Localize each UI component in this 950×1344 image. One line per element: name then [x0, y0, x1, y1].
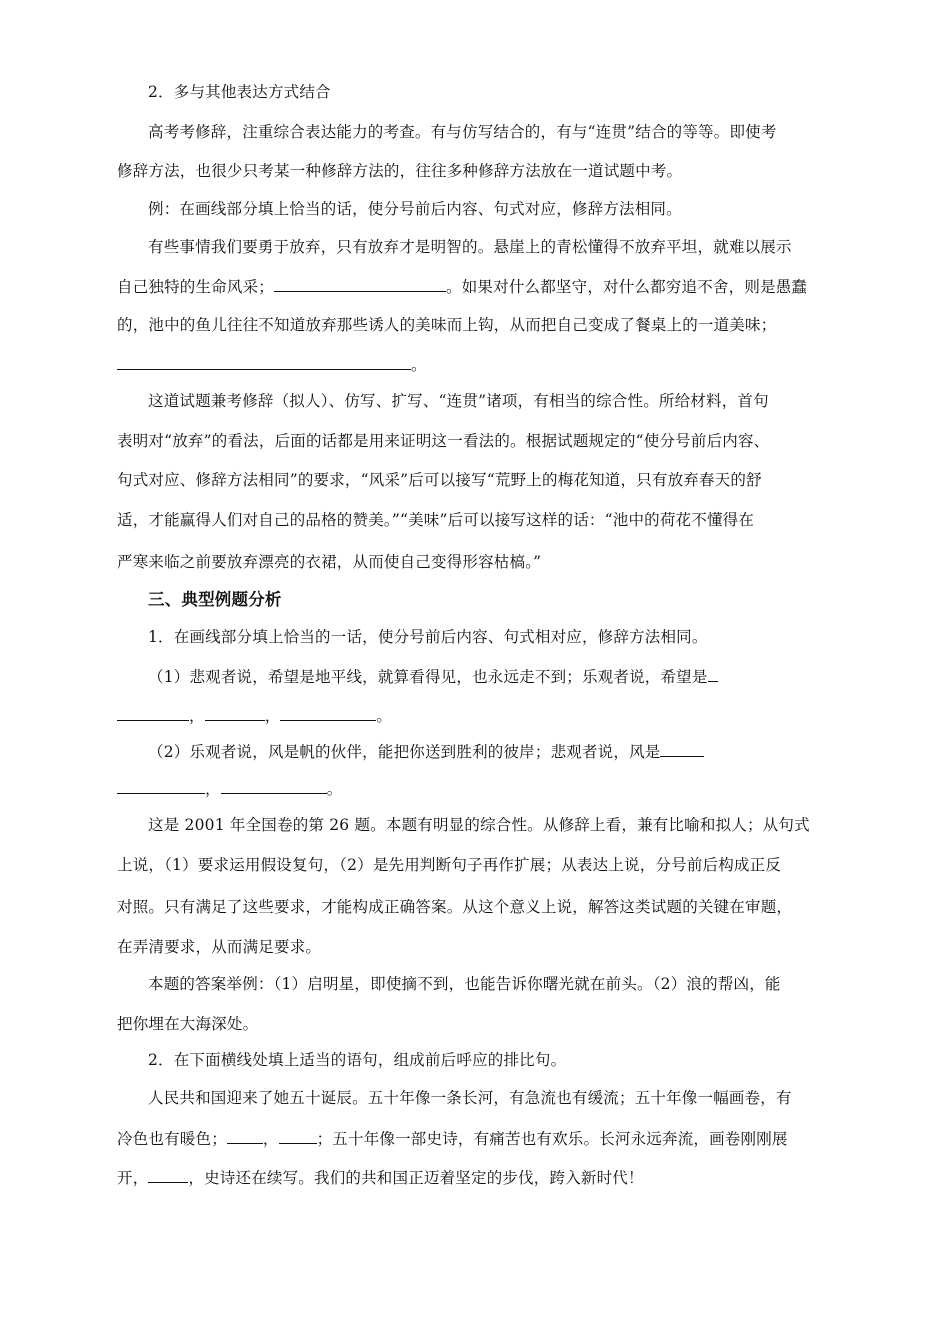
text-line: （1）悲观者说，希望是地平线，就算看得见，也永远走不到；乐观者说，希望是 — [148, 668, 708, 686]
paragraph-line — [117, 431, 769, 451]
paragraph-line — [117, 161, 682, 181]
text-line: ；五十年像一部史诗，有痛苦也有欢乐。长河永远奔流，画卷刚刚展 — [316, 1130, 788, 1148]
example-prompt — [148, 199, 682, 219]
answer-blank[interactable] — [279, 1127, 317, 1144]
paragraph-line — [117, 1127, 788, 1149]
text-line: 修辞方法，也很少只考某一种修辞方法的，往往多种修辞方法放在一道试题中考。 — [117, 162, 683, 180]
text-line: 。如果对什么都坚守，对什么都穷追不舍，则是愚蠢 — [446, 278, 808, 296]
text-line: 句式对应、修辞方法相同”的要求，“风采”后可以接写“荒野上的梅花知道，只有放弃春天的舒 — [117, 471, 762, 489]
question-line — [148, 627, 708, 647]
paragraph-line — [148, 815, 810, 835]
question-line — [148, 1050, 566, 1070]
paragraph-line — [117, 1166, 644, 1188]
text-line: 高考考修辞，注重综合表达能力的考查。有与仿写结合的，有与“连贯”结合的等等。即使考 — [148, 123, 777, 141]
question-line — [148, 740, 704, 762]
text-line: 人民共和国迎来了她五十诞辰。五十年像一条长河，有急流也有缓流；五十年像一幅画卷，有 — [148, 1089, 792, 1107]
text-line: 自己独特的生命风采； — [117, 278, 275, 296]
text-line: ， — [189, 707, 205, 725]
answer-blank[interactable] — [660, 740, 704, 757]
text-line: 在弄清要求，从而满足要求。 — [117, 938, 322, 956]
answer-blank[interactable] — [221, 777, 327, 794]
question-line — [117, 777, 342, 799]
paragraph-line — [148, 237, 792, 257]
text-line: 适，才能赢得人们对自己的品格的赞美。”“美味”后可以接写这样的话：“池中的荷花不懂得在 — [117, 511, 755, 529]
text-line: 冷色也有暖色； — [117, 1130, 227, 1148]
paragraph-line — [117, 275, 807, 297]
text-line: 这道试题兼考修辞（拟人）、仿写、扩写、“连贯”诸项，有相当的综合性。所给材料，首句 — [148, 392, 769, 410]
text-line: 。 — [326, 780, 343, 798]
text-line: 上说，（1）要求运用假设复句，（2）是先用判断句子再作扩展；从表达上说，分号前后构成正反 — [117, 856, 782, 874]
answer-blank[interactable] — [117, 353, 411, 370]
answer-example-line — [117, 1014, 258, 1034]
paragraph-line — [148, 391, 769, 411]
answer-blank[interactable] — [274, 275, 446, 292]
answer-blank[interactable] — [227, 1127, 263, 1144]
text-line: 1．在画线部分填上恰当的一话，使分号前后内容、句式相对应，修辞方法相同。 — [148, 628, 708, 646]
text-line: 严寒来临之前要放弃漂亮的衣裙，从而使自己变得形容枯槁。” — [117, 553, 542, 571]
text-line: ，史诗还在续写。我们的共和国正迈着坚定的步伐，跨入新时代！ — [188, 1169, 644, 1187]
paragraph-line — [117, 897, 792, 917]
text-line: 开， — [117, 1169, 149, 1187]
answer-blank[interactable] — [117, 777, 205, 794]
answer-blank[interactable] — [117, 704, 189, 721]
text-line: 例：在画线部分填上恰当的话，使分号前后内容、句式对应，修辞方法相同。 — [148, 200, 682, 218]
section-heading — [148, 590, 282, 610]
paragraph-line — [117, 315, 776, 335]
text-line: 对照。只有满足了这些要求，才能构成正确答案。从这个意义上说，解答这类试题的关键在审题， — [117, 898, 793, 916]
text-line: 把你埋在大海深处。 — [117, 1015, 259, 1033]
paragraph-line — [117, 937, 321, 957]
text-line: 。 — [411, 356, 427, 374]
text-line: 这是 2001 年全国卷的第 26 题。本题有明显的综合性。从修辞上看，兼有比喻和拟人；从句式 — [148, 816, 810, 834]
answer-blank[interactable] — [708, 665, 718, 682]
text-line: ， — [262, 1130, 279, 1148]
answer-example-line — [148, 974, 781, 994]
text-line: 的，池中的鱼儿往往不知道放弃那些诱人的美味而上钩，从而把自己变成了餐桌上的一道美味； — [117, 316, 777, 334]
question-line — [148, 665, 718, 687]
paragraph-line — [117, 855, 781, 875]
paragraph-line — [148, 122, 777, 142]
text-line: 本题的答案举例：（1）启明星，即使摘不到，也能告诉你曙光就在前头。（2）浪的帮凶，能 — [148, 975, 781, 993]
answer-blank[interactable] — [205, 704, 265, 721]
paragraph-line — [117, 552, 541, 572]
heading-text: 三、典型例题分析 — [148, 590, 282, 609]
paragraph-line — [117, 510, 754, 530]
text-line: 2．在下面横线处填上适当的语句，组成前后呼应的排比句。 — [148, 1051, 567, 1069]
section-subheading — [148, 82, 331, 102]
answer-blank[interactable] — [280, 704, 376, 721]
text-line: 2．多与其他表达方式结合 — [148, 83, 331, 101]
text-line: 表明对“放弃”的看法，后面的话都是用来证明这一看法的。根据试题规定的“使分号前后内容、 — [117, 432, 770, 450]
paragraph-line — [148, 1088, 792, 1108]
text-line: ， — [205, 780, 221, 798]
paragraph-line — [117, 470, 762, 490]
paragraph-line — [117, 353, 427, 375]
question-line — [117, 704, 392, 726]
text-line: （2）乐观者说，风是帆的伙伴，能把你送到胜利的彼岸；悲观者说，风是 — [148, 743, 661, 761]
text-line: 有些事情我们要勇于放弃，只有放弃才是明智的。悬崖上的青松懂得不放弃平坦，就难以展示 — [148, 238, 792, 256]
text-line: ， — [264, 707, 281, 725]
text-line: 。 — [376, 707, 393, 725]
answer-blank[interactable] — [148, 1166, 188, 1183]
